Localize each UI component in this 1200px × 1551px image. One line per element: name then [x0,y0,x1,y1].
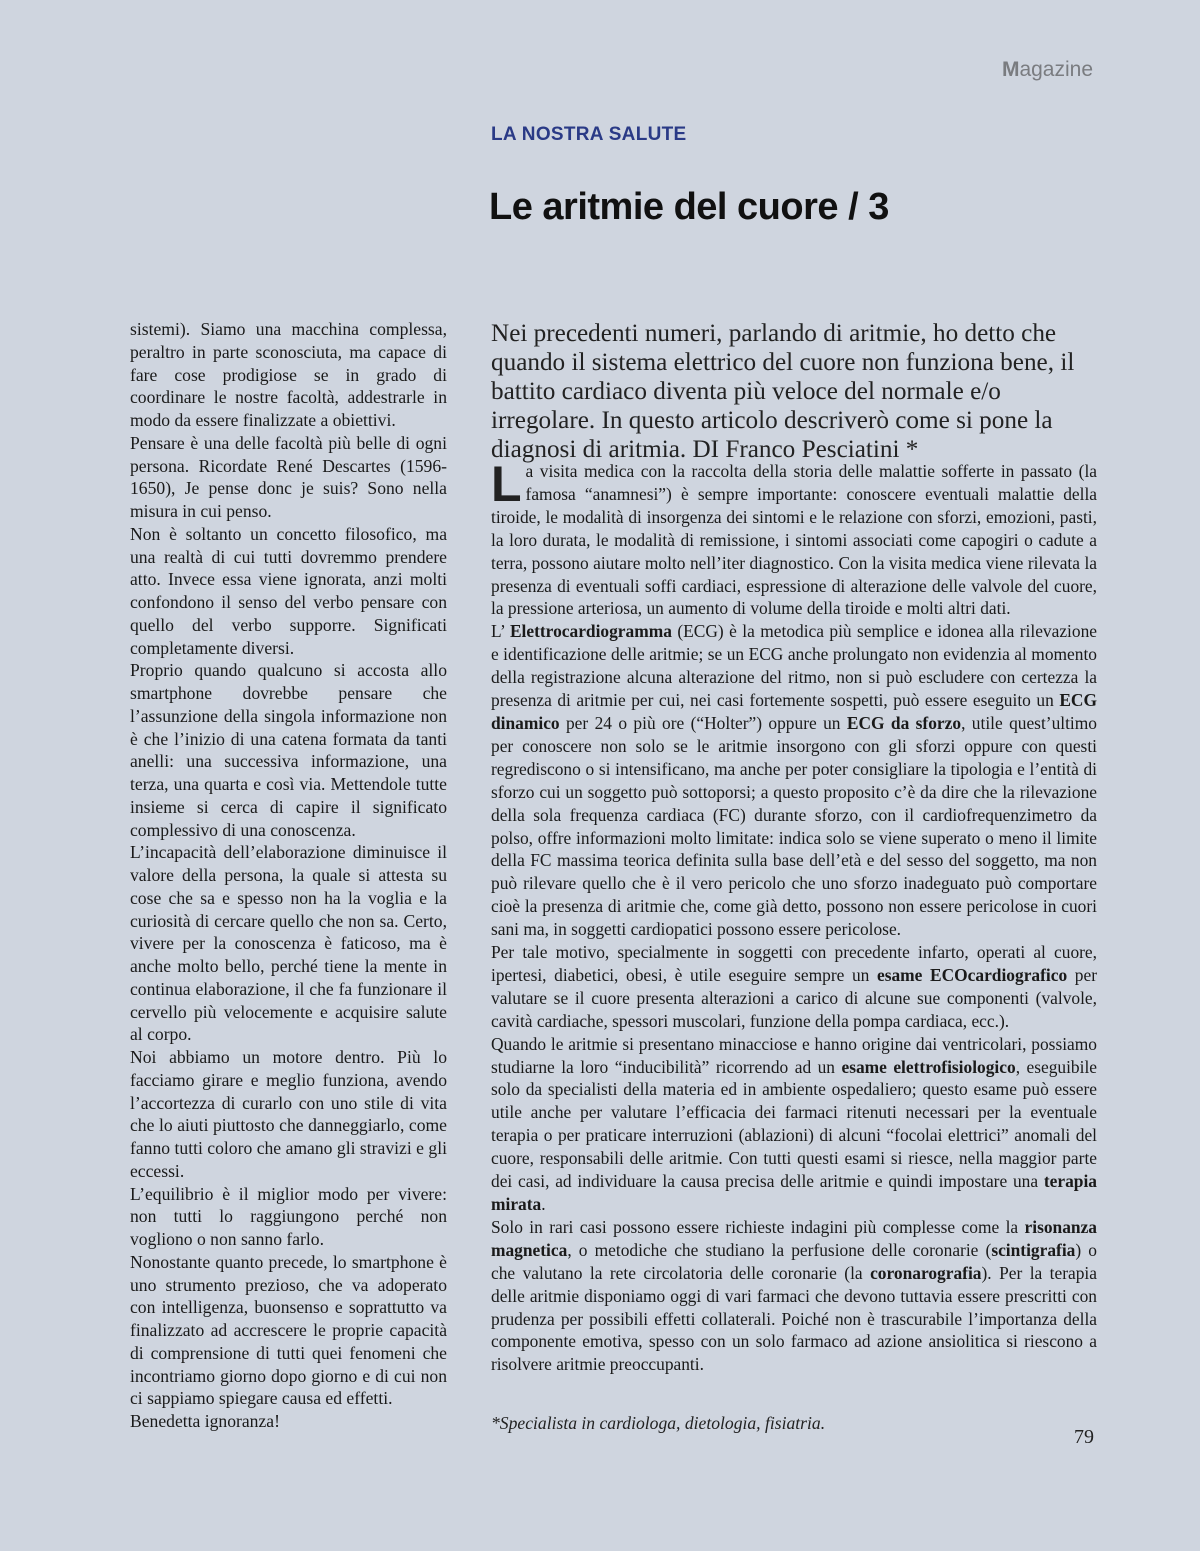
right-paragraph-5 [491,1216,1097,1376]
magazine-header [1002,58,1093,82]
left-paragraph: L’incapacità dell’elaborazione diminuisce il valore della persona, la quale si attesta su cose che sa e spesso non ha la voglia e la curiosità di cercare quello che non sa. Certo, vivere per la conoscenza è faticoso, ma è anche molto bello, perché tiene la mente in continua elaborazione, il che fa funzionare il cervello più velocemente e acquisire salute al corpo. [130,842,447,1045]
paragraph-text: a visita medica con la raccolta della storia delle malattie sofferte in passato (la famosa “anamnesi”) è sempre importante: conoscere eventuali malattie della tiroide, le modalità di insorgenza dei sintomi e le relazione con sforzi, emozioni, pasti, la loro durata, le modalità di remissione, i sintomi associati come capogiri o cadute a terra, possono aiutare molto nell’iter diagnostico. Con la visita medica viene rilevata la presenza di eventuali soffi cardiaci, espressione di alterazione delle valvole del cuore, la pressione arteriosa, un aumento di volume della tiroide e molti altri dati. [491,461,1097,619]
left-paragraph: Pensare è una delle facoltà più belle di ogni persona. Ricordate René Descartes (1596-1650), Je pense donc je suis? Sono nella misura in cui penso. [130,432,447,521]
author-footnote: *Specialista in cardiologa, dietologia, fisiatria. [491,1413,826,1433]
paragraph-text: per 24 o più ore (“Holter”) oppure un [559,712,847,733]
page-number: 79 [1074,1426,1094,1448]
bold-term: coronarografia [870,1262,982,1283]
left-paragraph: sistemi). Siamo una macchina complessa, peraltro in parte sconosciuta, ma capace di fare cose prodigiose se in grado di coordinare le nostre facoltà, addestrarle in modo da essere finalizzate a obiettivi. [130,319,447,430]
dropcap: L [491,456,522,512]
left-paragraph: Proprio quando qualcuno si accosta allo smartphone dovrebbe pensare che l’assunzione della singola informazione non è che l’inizio di una catena formata da tanti anelli: una successiva informazione, una terza, una quarta e così via. Mettendole tutte insieme si cerca di capire il significato complessivo di una conoscenza. [130,660,447,840]
article-intro: Nei precedenti numeri, parlando di aritmie, ho detto che quando il sistema elettrico del cuore non funziona bene, il battito cardiaco diventa più veloce del normale e/o irregolare. In questo articolo descriverò come si pone la diagnosi di aritmia. DI Franco Pesciatini * [491,320,1075,463]
right-paragraph-4 [491,1033,1097,1216]
magazine-initial: M [1001,58,1020,81]
left-paragraph: Non è soltanto un concetto filosofico, ma una realtà di cui tutti dovremmo prendere atto. Invece essa viene ignorata, anzi molti confondono il senso del verbo pensare con quello del verbo supporre. Significati completamente diversi. [130,523,447,658]
right-column [491,456,1098,1376]
bold-term: ECG da sforzo [846,712,962,733]
left-paragraph: Nonostante quanto precede, lo smartphone è uno strumento prezioso, che va adoperato con intelligenza, buonsenso e soprattutto va finalizzato ad accrescere le proprie capacità di comprensione di tutti quei fenomeni che incontriamo giorno dopo giorno e di cui non ci sappiamo spiegare causa ed effetti. [130,1251,447,1409]
paragraph-text: ) o che valutano la rete circolatoria delle coronarie (la [491,1239,1097,1283]
paragraph-text: Quando le aritmie si presentano minacciose e hanno origine dai ventricolari, possiamo studiarne la loro “inducibilità” ricorrendo ad un [491,1033,1097,1077]
bold-term: scintigrafia [991,1239,1076,1260]
paragraph-text: Solo in rari casi possono essere richieste indagini più complesse come la [491,1216,1025,1237]
bold-term: esame elettrofisiologico [841,1056,1016,1077]
section-label: LA NOSTRA SALUTE [491,124,687,145]
right-paragraph-2 [491,620,1097,941]
paragraph-text: . [541,1194,546,1214]
paragraph-text: L’ [491,621,510,642]
left-column [130,318,447,1433]
paragraph-text: per valutare se il cuore presenta alterazioni a carico di alcune sue componenti (valvole, cavità cardiache, spessori muscolari, funzione della pompa cardiaca, ecc.). [491,964,1097,1031]
left-paragraph: L’equilibrio è il miglior modo per vivere: non tutti lo raggiungono perché non vogliono o non sanno farlo. [130,1183,447,1249]
paragraph-text: , eseguibile solo da specialisti della materia ed in ambiente ospedaliero; questo esame può essere utile anche per valutare l’efficacia dei farmaci ritenuti necessari per la eventuale terapia o per praticare interruzioni (ablazioni) di alcuni “focolai elettrici” anomali del cuore, responsabili delle aritmie. Con tutti questi esami si riesce, nella maggior parte dei casi, ad individuare la causa precisa delle aritmie e quindi impostare una [491,1056,1098,1192]
paragraph-text: , utile quest’ultimo per conoscere non solo se le aritmie insorgono con gli sforzi oppure con questi regrediscono o si intensificano, ma anche per poter consigliare la tipologia e l’entità di sforzo cui un soggetto può sottoporsi; a questo proposito c’è da dire che la rilevazione della sola frequenza cardiaca (FC) durante sforzo, con il cardiofrequenzimetro da polso, offre informazioni molto limitate: indica solo se viene superato o meno il limite della FC massima teorica definita sulla base dell’età e del sesso del soggetto, ma non può rilevare quello che è il vero pericolo che uno sforzo inadeguato può comportare cioè la presenza di aritmie che, come già detto, possono non essere pericolose in cuori sani ma, in soggetti cardiopatici possono essere pericolose. [491,712,1097,940]
bold-term: esame ECOcardiografico [876,964,1068,985]
paragraph-text: (ECG) è la metodica più semplice e idonea alla rilevazione e identificazione delle aritmie; se un ECG anche prolungato non evidenzia al momento della registrazione alcuna alterazione del ritmo, non si può escludere con certezza la presenza di aritmie per cui, nei casi fortemente sospetti, può essere eseguito un [491,621,1097,711]
paragraph-text: , o metodiche che studiano la perfusione delle coronarie ( [567,1239,992,1260]
left-paragraph: Noi abbiamo un motore dentro. Più lo facciamo girare e meglio funziona, avendo l’accortezza di curarlo con uno stile di vita che lo aiuti piuttosto che danneggiarlo, come fanno tutti coloro che amano gli stravizi e gli eccessi. [130,1047,447,1181]
right-paragraph-1 [491,456,1097,620]
bold-term: Elettrocardiogramma [509,621,672,642]
paragraph-text: ). Per la terapia delle aritmie disponiamo oggi di vari farmaci che devono tuttavia essere prescritti con prudenza per possibili effetti collaterali. Poiché non è trascurabile l’importanza della componente emotiva, spesso con un solo farmaco ad azione ansiolitica si riescono a risolvere aritmie preoccupanti. [491,1262,1097,1375]
bold-term: risonanza magnetica [491,1216,1097,1260]
bold-term: ECG dinamico [491,690,1097,733]
right-paragraph-3 [491,941,1097,1033]
left-paragraph: Benedetta ignoranza! [130,1411,280,1431]
article-title: Le aritmie del cuore / 3 [489,186,889,228]
bold-term: terapia mirata [491,1171,1097,1214]
magazine-name-rest: agazine [1019,58,1093,81]
paragraph-text: Per tale motivo, specialmente in soggetti con precedente infarto, operati al cuore, ipertesi, diabetici, obesi, è utile eseguire sempre un [491,942,1097,985]
